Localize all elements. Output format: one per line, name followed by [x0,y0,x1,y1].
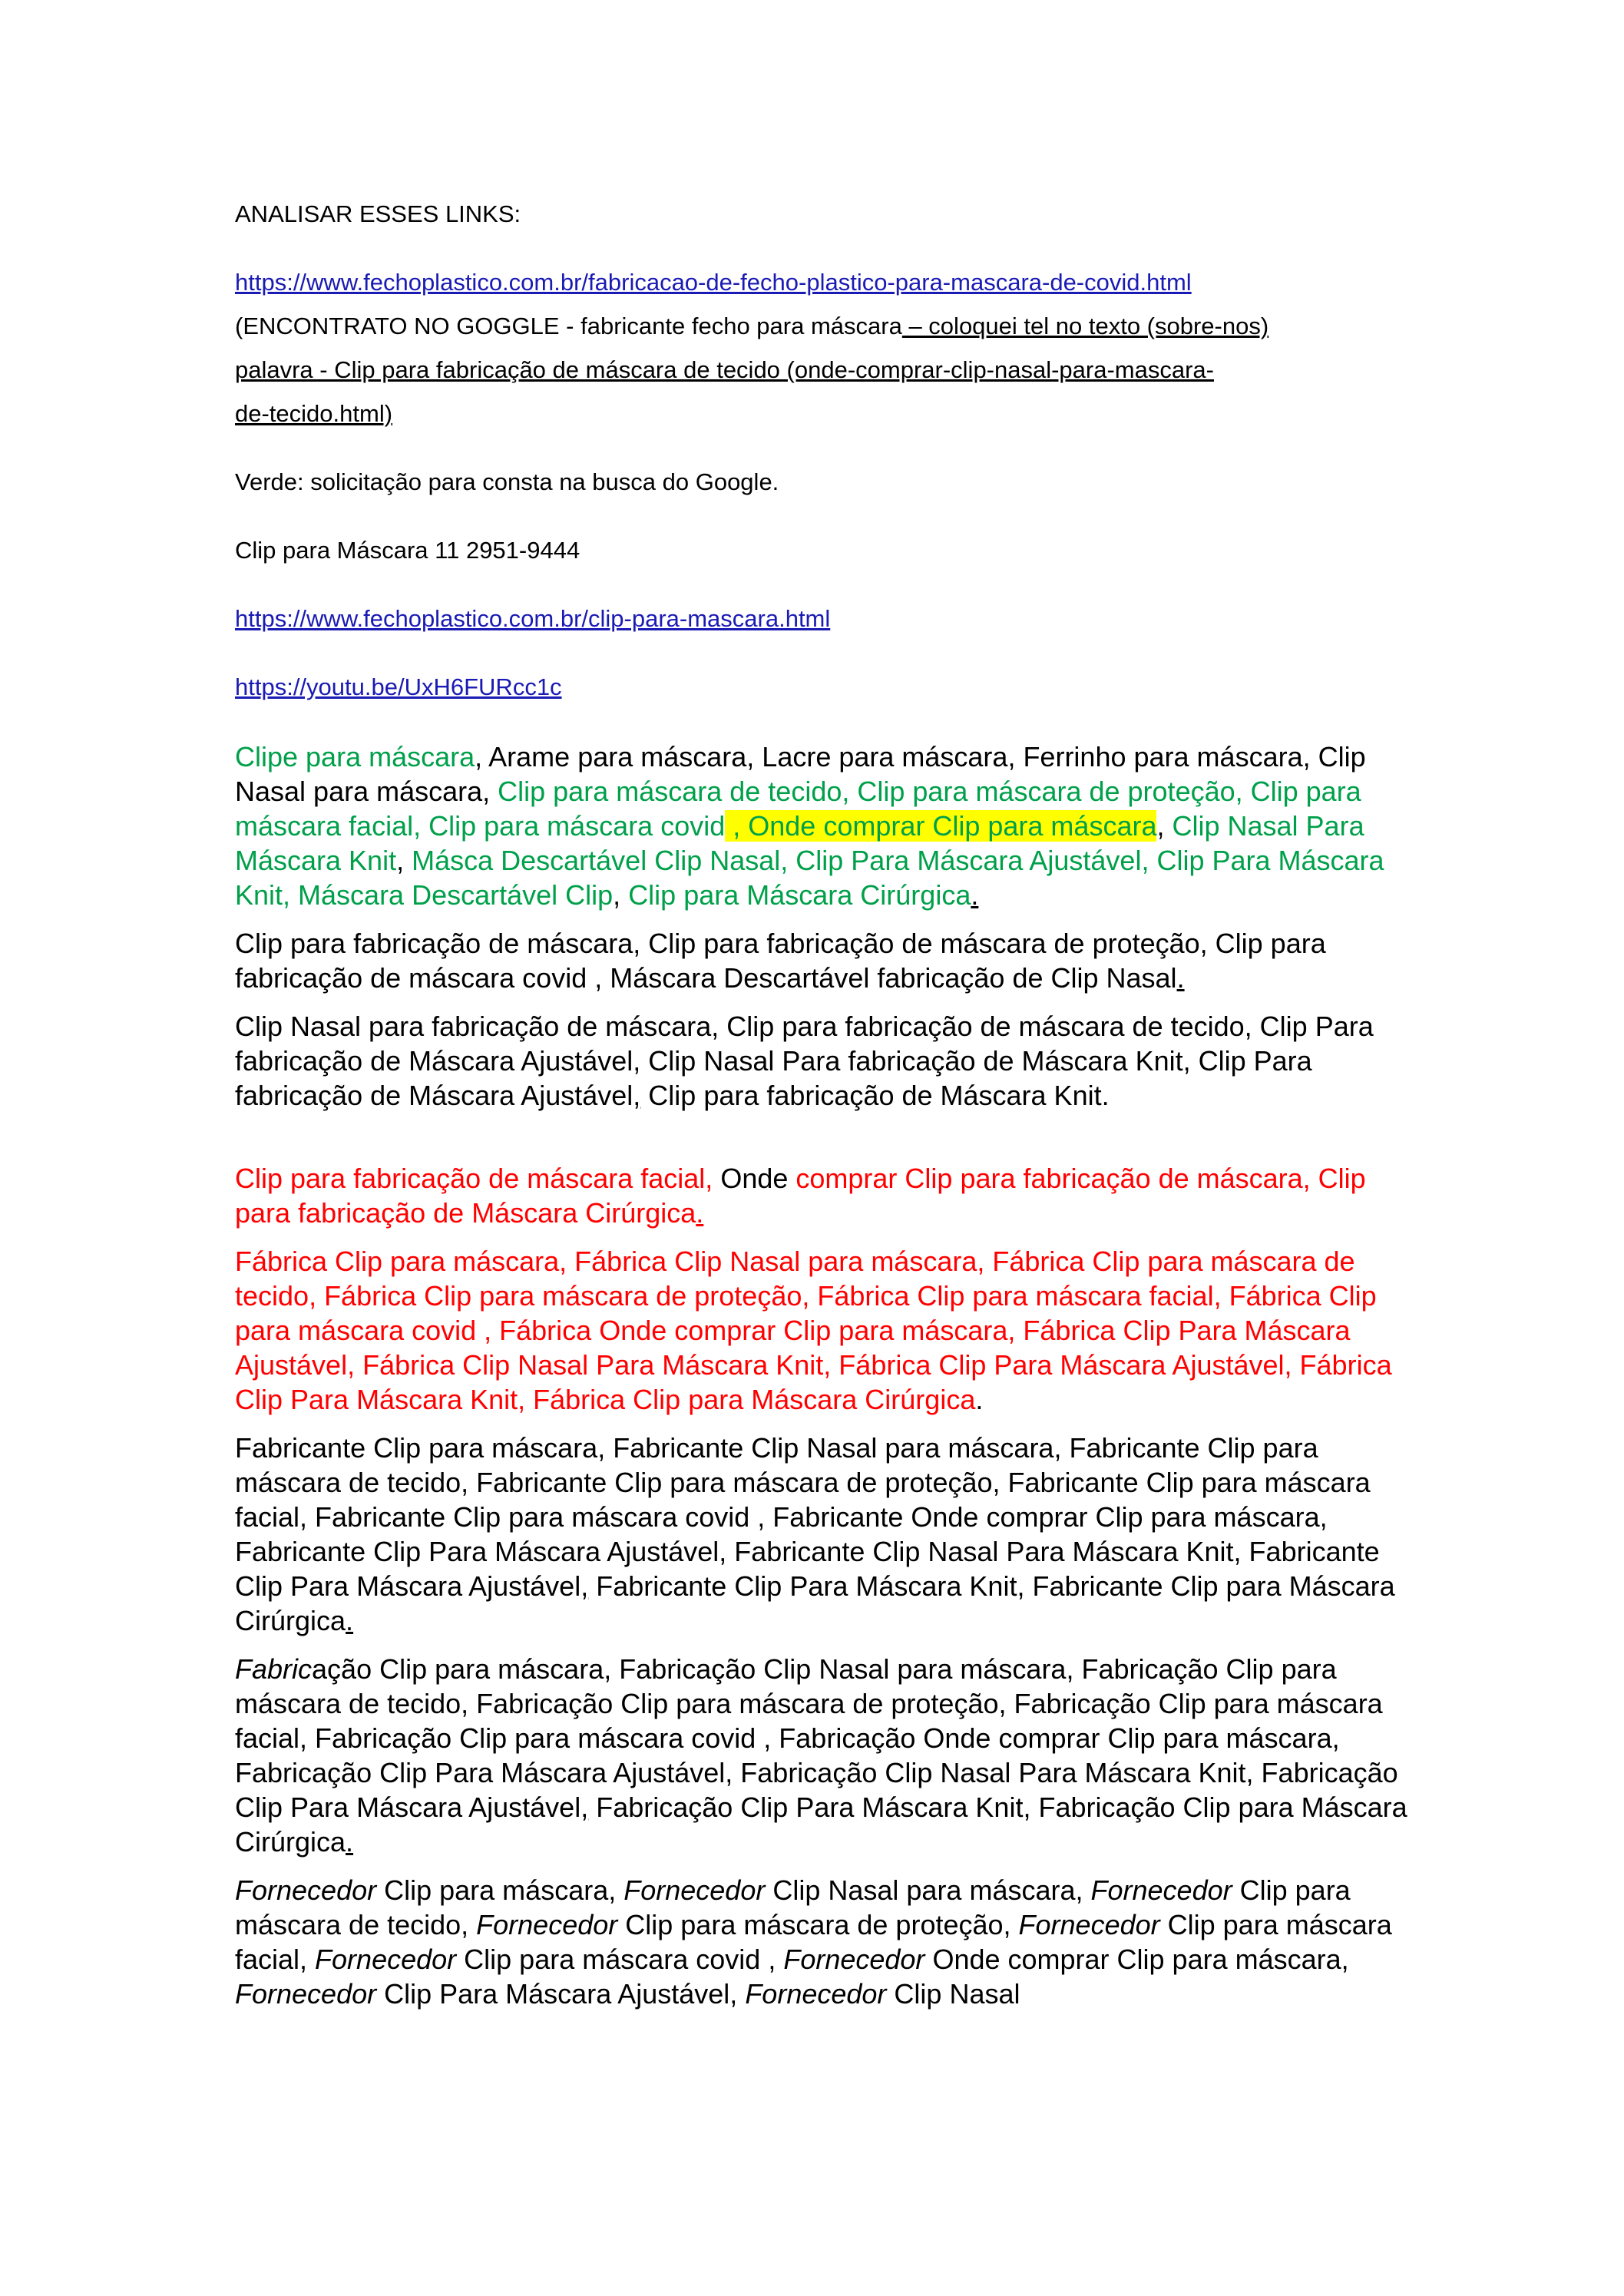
end-dot: . [975,1384,984,1415]
p7-italic: Fabric [235,1653,313,1685]
verde-note: Verde: solicitação para consta na busca do Google. [235,468,779,495]
p6-text2: Clip Para Máscara Knit, Fabricante Clip para Máscara Cirúrgica [235,1570,1395,1636]
paragraph-fornecedor [235,1873,1421,2011]
paragraph-red-1 [235,1161,1421,1230]
paragraph-fabrica [235,1244,1421,1417]
sep: , [396,845,412,876]
fornecedor-italic: Fornecedor [315,1944,457,1975]
p8-text: Clip para máscara covid , [456,1944,784,1975]
sep: , [1156,810,1173,842]
note-line2: palavra - Clip para fabricação de máscara de tecido (onde-comprar-clip-nasal-para-mascara- [235,356,1214,383]
link-clip-para-mascara-line [235,597,1421,640]
p8-text: Clip Nasal [886,1978,1020,2010]
p8-text: Clip Para Máscara Ajustável, [376,1978,746,2010]
p8-text: Clip Nasal para máscara, [765,1874,1091,1906]
end-dot: . [346,1826,354,1858]
p3-text2: Clip para fabricação de Máscara Knit. [640,1080,1110,1111]
p6-mid: Fabricante [588,1570,735,1602]
end-dot: . [346,1605,354,1636]
fornecedor-italic: Fornecedor [235,1978,377,2010]
note-part2: – coloquei tel no texto (sobre-nos) [901,313,1269,339]
p3-text: Clip Nasal para fabricação de máscara, Clip para fabricação de máscara de tecido, Clip Para fabricação de Máscara Ajustável, Clip Nasal Para fabricação de Máscara Knit, Clip Para fabricação de Máscara Ajustável [235,1011,1374,1111]
paragraph-fabricacao-3 [235,1652,1421,1859]
kw-green-5: Clip para Máscara Cirúrgica [628,879,971,911]
p4-black: Onde [713,1163,796,1194]
p7-text: ação Clip para máscara, Fabricação Clip Nasal para máscara, Fabricação Clip para máscara de tecido, Fabricação Clip para máscara de proteção, Fabricação Clip para máscara facial, Fabricação Clip para máscara covid , Fabricação Onde comprar Clip para máscara, Fabricação Clip Para Máscara Ajustável, Fabricação Clip Nasal Para Máscara Knit, Fabricação Clip Para Máscara Ajustável [235,1653,1398,1823]
p7-mid: Fabricação [588,1791,741,1823]
heading: ANALISAR ESSES LINKS: [235,200,521,227]
p4-red-2: comprar Clip para fabricação de máscara, Clip para fabricação de Máscara Cirúrgica [235,1163,1366,1229]
kw-highlight: , Onde comprar Clip para máscara [725,810,1157,842]
comma: , [580,1570,589,1602]
p8-text: Clip para máscara, [376,1874,624,1906]
link-fabricacao-fecho[interactable]: https://www.fechoplastico.com.br/fabricacao-de-fecho-plastico-para-mascara-de-covid.html [235,269,1192,296]
link-youtube[interactable]: https://youtu.be/UxH6FURcc1c [235,673,562,700]
kw-black-1: , Arame para máscara, Lacre para máscara, Ferrinho para máscara, Clip Nasal para máscara, [235,741,1366,807]
p4-red-1: Clip para fabricação de máscara facial, [235,1163,713,1194]
comma: , [633,1080,641,1111]
paragraph-fabricacao-1 [235,926,1421,995]
end-dot: . [971,879,979,911]
p8-text: Clip para máscara de proteção, [617,1909,1019,1940]
note-block [235,260,1421,435]
fornecedor-italic: Fornecedor [745,1978,887,2010]
note-line3: de-tecido.html) [235,400,393,427]
kw-green-4: Másca Descartável Clip Nasal, Clip Para Máscara Ajustável, Clip Para Máscara Knit, Máscara Descartável Clip [235,845,1384,911]
sep: , [613,879,629,911]
kw-green-1: Clipe para máscara [235,741,475,773]
paragraph-fabricacao-2 [235,1009,1421,1113]
p2-text: Clip para fabricação de máscara, Clip para fabricação de máscara de proteção, Clip para fabricação de máscara covid , Máscara Descartável fabricação de Clip Nasal [235,928,1326,994]
link-youtube-line [235,665,1421,709]
p8-text: Clip para máscara de tecido, [235,1874,1351,1940]
fornecedor-italic: Fornecedor [623,1874,766,1906]
fornecedor-italic: Fornecedor [1018,1909,1160,1940]
paragraph-keywords-green [235,739,1421,912]
fornecedor-italic: Fornecedor [783,1944,925,1975]
fornecedor-italic: Fornecedor [235,1874,377,1906]
link-clip-para-mascara[interactable]: https://www.fechoplastico.com.br/clip-para-mascara.html [235,605,831,632]
phone-line: Clip para Máscara 11 2951-9444 [235,537,580,564]
comma: , [580,1791,589,1823]
p6-text: Fabricante Clip para máscara, Fabricante Clip Nasal para máscara, Fabricante Clip para máscara de tecido, Fabricante Clip para máscara de proteção, Fabricante Clip para máscara facial, Fabricante Clip para máscara covid , Fabricante Onde comprar Clip para máscara, Fabricante Clip Para Máscara Ajustável, Fabricante Clip Nasal Para Máscara Knit, Fabricante Clip Para Máscara Ajustável [235,1432,1380,1602]
p8-text: Onde comprar Clip para máscara, [924,1944,1349,1975]
p7-text2: Clip Para Máscara Knit, Fabricação Clip para Máscara Cirúrgica [235,1791,1407,1858]
kw-green-3: Clip Nasal Para Máscara Knit [235,810,1364,876]
p8-text: Clip para máscara facial, [235,1909,1392,1975]
p5-text: Fábrica Clip para máscara, Fábrica Clip Nasal para máscara, Fábrica Clip para máscara de tecido, Fábrica Clip para máscara de proteção, Fábrica Clip para máscara facial, Fábrica Clip para máscara covid , Fábrica Onde comprar Clip para máscara, Fábrica Clip Para Máscara Ajustável, Fábrica Clip Nasal Para Máscara Knit, Fábrica Clip Para Máscara Ajustável, Fábrica Clip Para Máscara Knit, Fábrica Clip para Máscara Cirúrgica [235,1246,1392,1415]
end-dot: . [1176,962,1185,994]
end-dot: . [696,1197,704,1229]
document-body [235,192,1421,2011]
kw-green-2: Clip para máscara de tecido, Clip para máscara de proteção, Clip para máscara facial, Clip para máscara covid [235,776,1361,842]
fornecedor-italic: Fornecedor [1090,1874,1232,1906]
note-part1: (ENCONTRATO NO GOGGLE - fabricante fecho para máscara [235,313,902,339]
paragraph-fabricante [235,1431,1421,1638]
fornecedor-italic: Fornecedor [476,1909,618,1940]
